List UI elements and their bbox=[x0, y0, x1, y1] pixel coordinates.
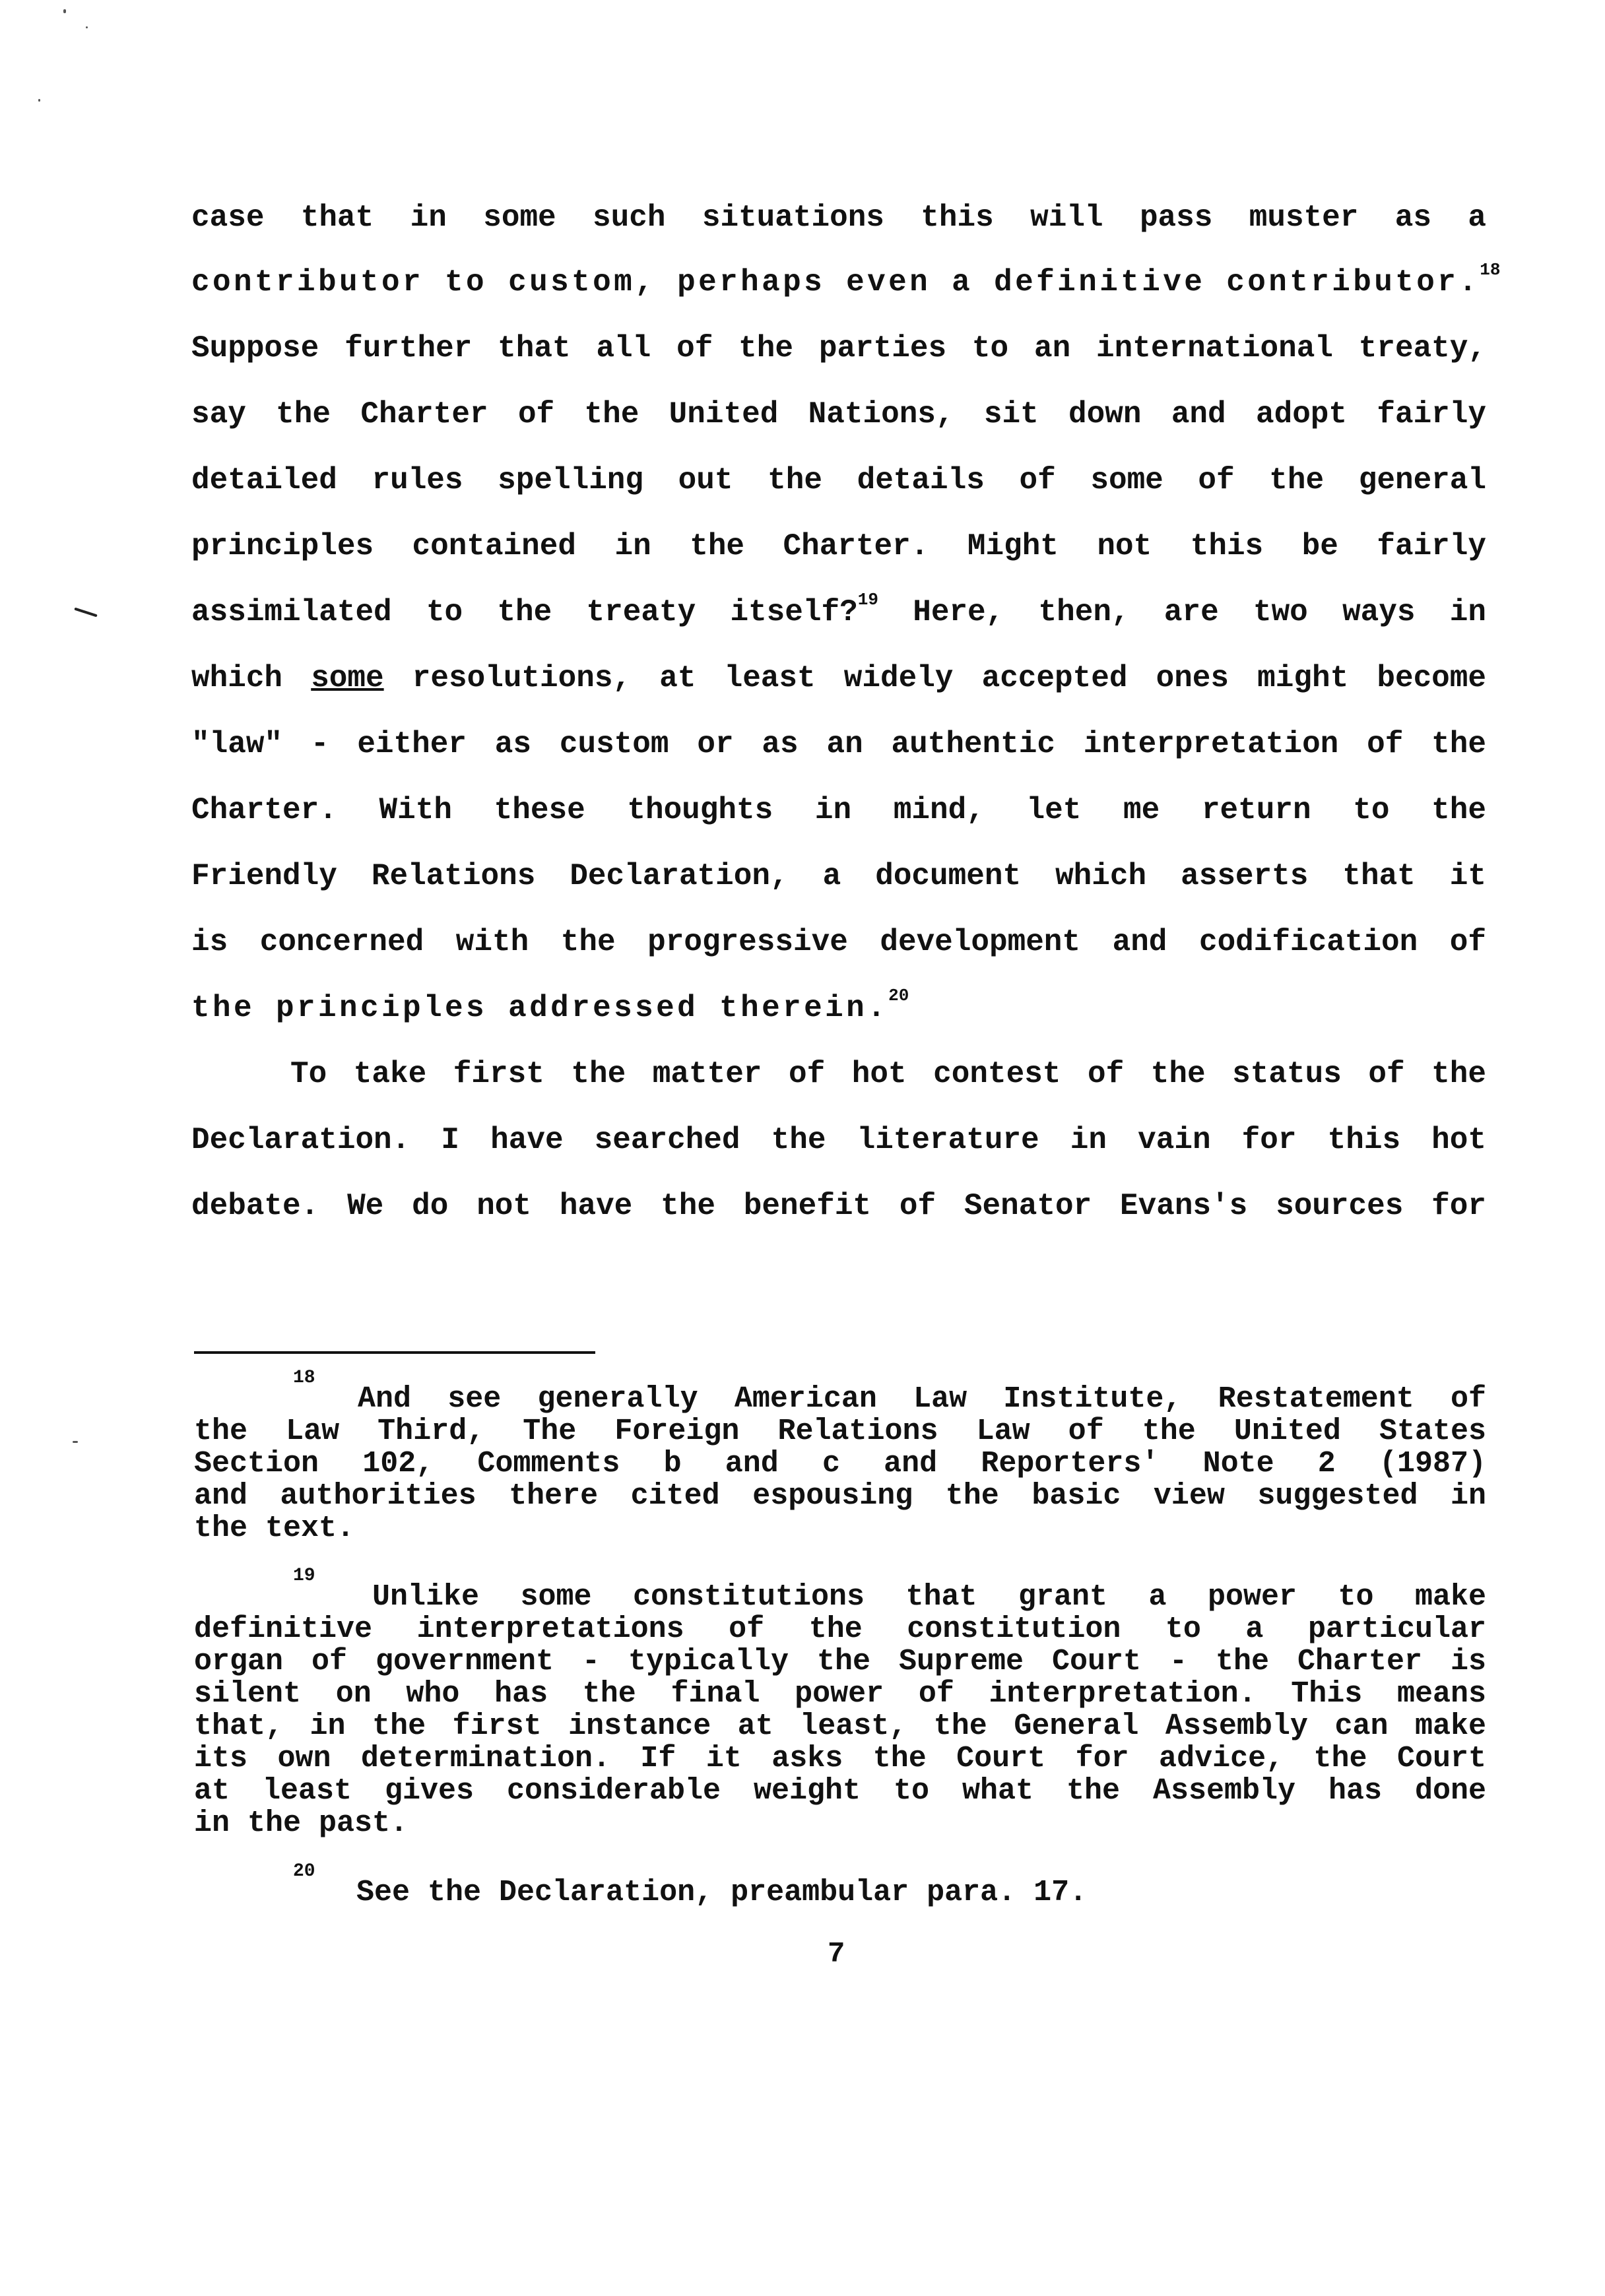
footnote-line: organ of government - typically the Supreme Court - the Charter is bbox=[194, 1645, 1486, 1678]
footnote-line: And see generally American Law Institute, Restatement of bbox=[358, 1382, 1486, 1416]
body-line: case that in some such situations this will pass muster as a bbox=[191, 201, 1486, 235]
body-line: Charter. With these thoughts in mind, let me return to the bbox=[191, 793, 1486, 827]
scan-speck bbox=[63, 9, 66, 13]
underlined-word: some bbox=[311, 661, 384, 695]
footnote-separator bbox=[194, 1351, 595, 1354]
body-line: Suppose further that all of the parties to an international treaty, bbox=[191, 331, 1486, 366]
footnote-ref: 19 bbox=[857, 590, 878, 610]
footnote-number: 19 bbox=[293, 1566, 315, 1586]
footnote-line: in the past. bbox=[194, 1806, 409, 1840]
scan-speck bbox=[74, 608, 97, 618]
body-line: detailed rules spelling out the details of some of the general bbox=[191, 463, 1486, 497]
footnote-number: 20 bbox=[293, 1861, 315, 1882]
footnote-line: at least gives considerable weight to what the Assembly has done bbox=[194, 1774, 1486, 1808]
footnote-line: that, in the first instance at least, the General Assembly can make bbox=[194, 1709, 1486, 1743]
footnote-line: the text. bbox=[194, 1512, 355, 1545]
body-line: the principles addressed therein.$^{20}$ bbox=[191, 986, 909, 1025]
footnote-line: definitive interpretations of the constitution to a particular bbox=[194, 1612, 1486, 1646]
body-line: Friendly Relations Declaration, a document which asserts that it bbox=[191, 859, 1486, 893]
footnote-line: See the Declaration, preambular para. 17. bbox=[356, 1876, 1088, 1909]
footnote-line: silent on who has the final power of interpretation. This means bbox=[194, 1677, 1486, 1711]
body-line: principles contained in the Charter. Might not this be fairly bbox=[191, 529, 1486, 563]
body-line: assimilated to the treaty itself?$^{19}$ Here, then, are two ways in bbox=[191, 590, 1487, 629]
scan-speck bbox=[86, 26, 88, 28]
scan-speck bbox=[73, 1441, 78, 1443]
body-line: is concerned with the progressive development and codification of bbox=[191, 925, 1486, 959]
footnote-line: Section 102, Comments b and c and Reporters' Note 2 (1987) bbox=[194, 1447, 1486, 1481]
footnote-line: Unlike some constitutions that grant a power to make bbox=[372, 1580, 1486, 1614]
body-line: To take first the matter of hot contest of the status of the bbox=[290, 1057, 1486, 1091]
body-line: say the Charter of the United Nations, sit down and adopt fairly bbox=[191, 397, 1486, 431]
body-line: Declaration. I have searched the literature in vain for this hot bbox=[191, 1123, 1486, 1157]
scan-speck bbox=[38, 99, 40, 102]
footnote-line: the Law Third, The Foreign Relations Law of the United States bbox=[194, 1415, 1486, 1448]
body-line: contributor to custom, perhaps even a definitive contributor.$^{18}$ bbox=[191, 260, 1501, 300]
body-line: debate. We do not have the benefit of Senator Evans's sources for bbox=[191, 1189, 1486, 1223]
footnote-line: and authorities there cited espousing the basic view suggested in bbox=[194, 1479, 1486, 1513]
footnote-ref: 20 bbox=[888, 986, 909, 1005]
body-line: "law" - either as custom or as an authentic interpretation of the bbox=[191, 727, 1486, 761]
body-line: which some resolutions, at least widely accepted ones might become bbox=[191, 661, 1486, 695]
page-number: 7 bbox=[828, 1938, 845, 1971]
footnote-ref: 18 bbox=[1480, 260, 1501, 280]
footnote-number: 18 bbox=[293, 1368, 315, 1388]
footnote-line: its own determination. If it asks the Court for advice, the Court bbox=[194, 1742, 1486, 1775]
